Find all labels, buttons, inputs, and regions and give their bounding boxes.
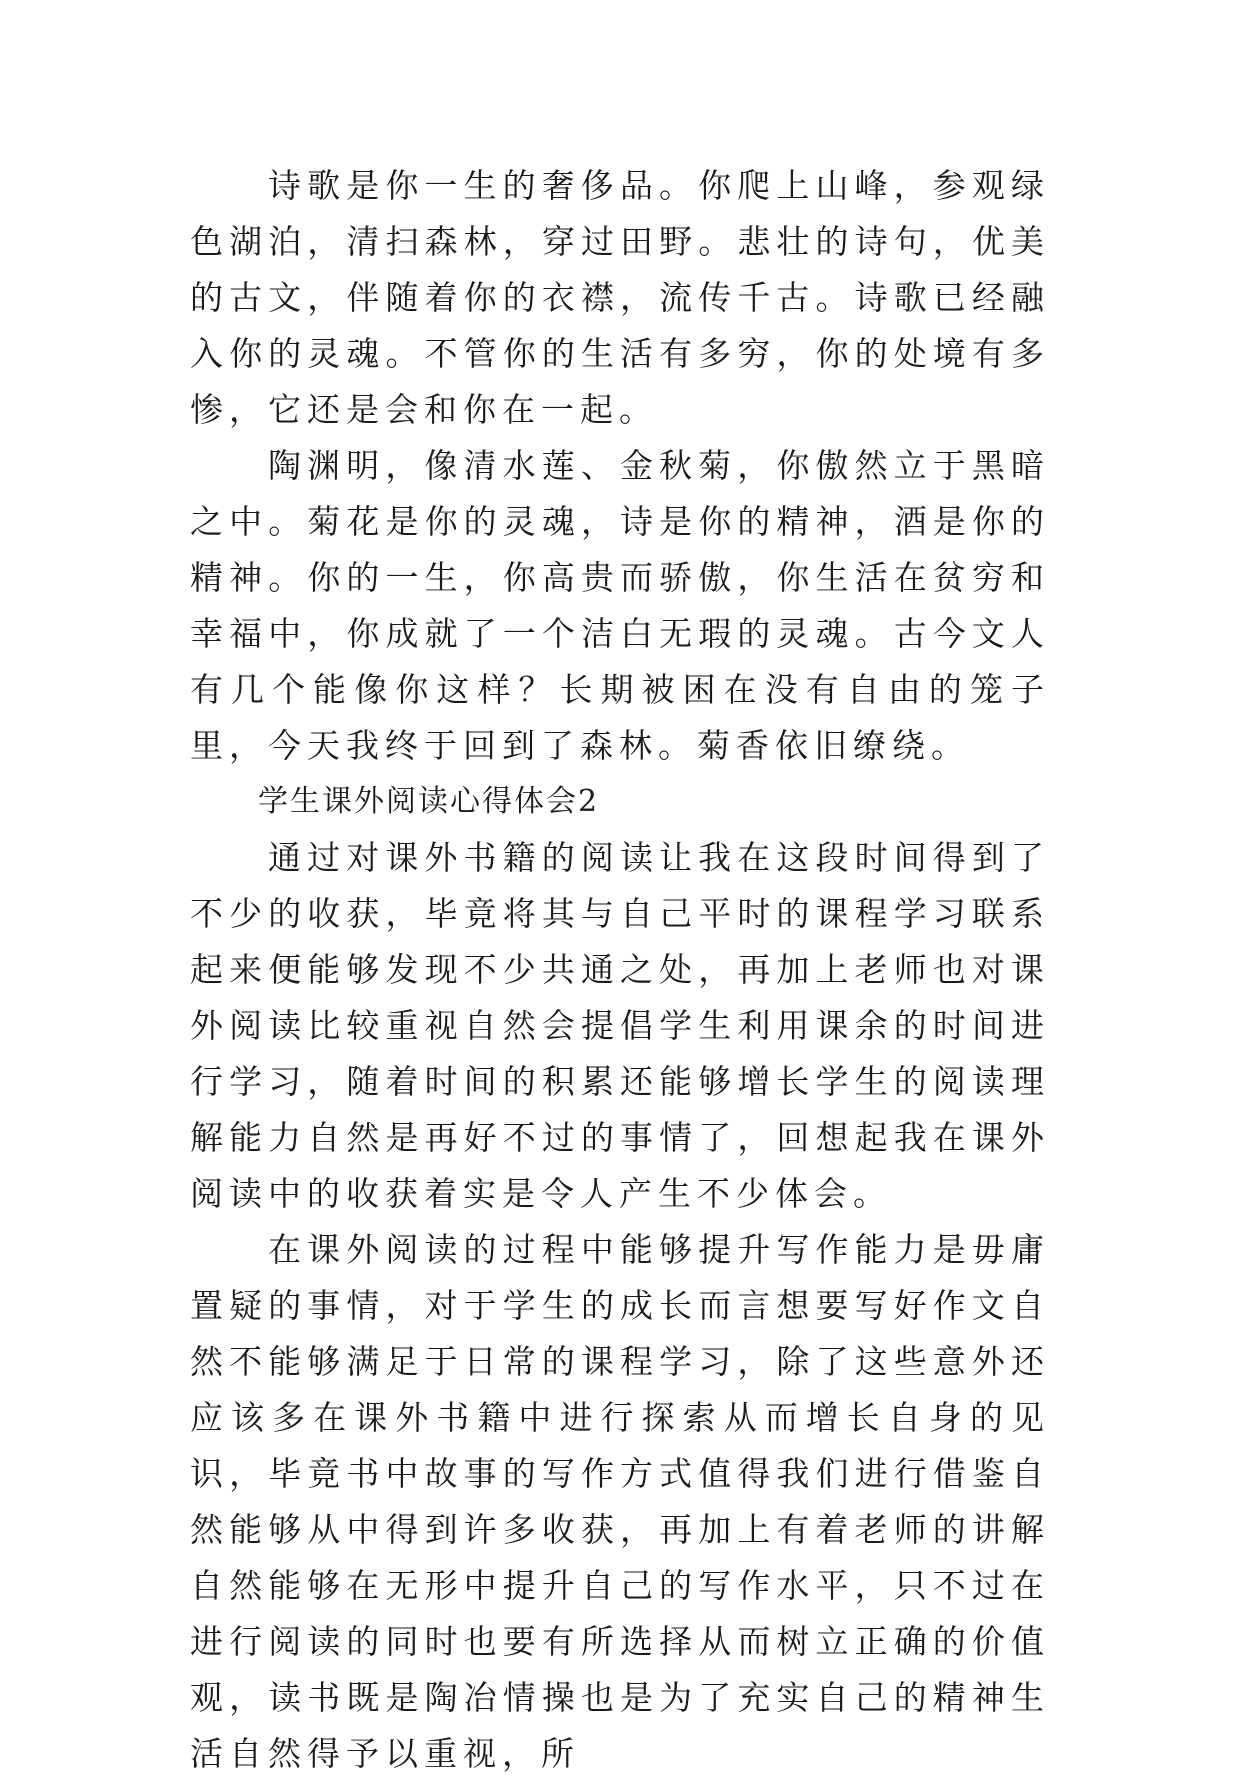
section-heading: 学生课外阅读心得体会2 [258, 784, 600, 819]
paragraph-reading-gains: 通过对课外书籍的阅读让我在这段时间得到了不少的收获，毕竟将其与自己平时的课程学习联系起来便能够发现不少共通之处，再加上老师也对课外阅读比较重视自然会提倡学生利用课余的时间进行学习，随着时间的积累还能够增长学生的阅读理解能力自然是再好不过的事情了，回想起我在课外阅读中的收获着实是令人产生不少体会。 [190, 838, 1050, 1213]
paragraph-writing-ability: 在课外阅读的过程中能够提升写作能力是毋庸置疑的事情，对于学生的成长而言想要写好作文自然不能够满足于日常的课程学习，除了这些意外还应该多在课外书籍中进行探索从而增长自身的见识，毕竟书中故事的写作方式值得我们进行借鉴自然能够从中得到许多收获，再加上有着老师的讲解自然能够在无形中提升自己的写作水平，只不过在进行阅读的同时也要有所选择从而树立正确的价值观，读书既是陶冶情操也是为了充实自己的精神生活自然得予以重视，所 [190, 1230, 1050, 1773]
document-page [190, 158, 1050, 1782]
paragraph-tao-yuanming: 陶渊明，像清水莲、金秋菊，你傲然立于黑暗之中。菊花是你的灵魂，诗是你的精神，酒是你的精神。你的一生，你高贵而骄傲，你生活在贫穷和幸福中，你成就了一个洁白无瑕的灵魂。古今文人有几个能像你这样？长期被困在没有自由的笼子里，今天我终于回到了森林。菊香依旧缭绕。 [190, 446, 1050, 765]
paragraph-poetry: 诗歌是你一生的奢侈品。你爬上山峰，参观绿色湖泊，清扫森林，穿过田野。悲壮的诗句，优美的古文，伴随着你的衣襟，流传千古。诗歌已经融入你的灵魂。不管你的生活有多穷，你的处境有多惨，它还是会和你在一起。 [190, 166, 1050, 429]
